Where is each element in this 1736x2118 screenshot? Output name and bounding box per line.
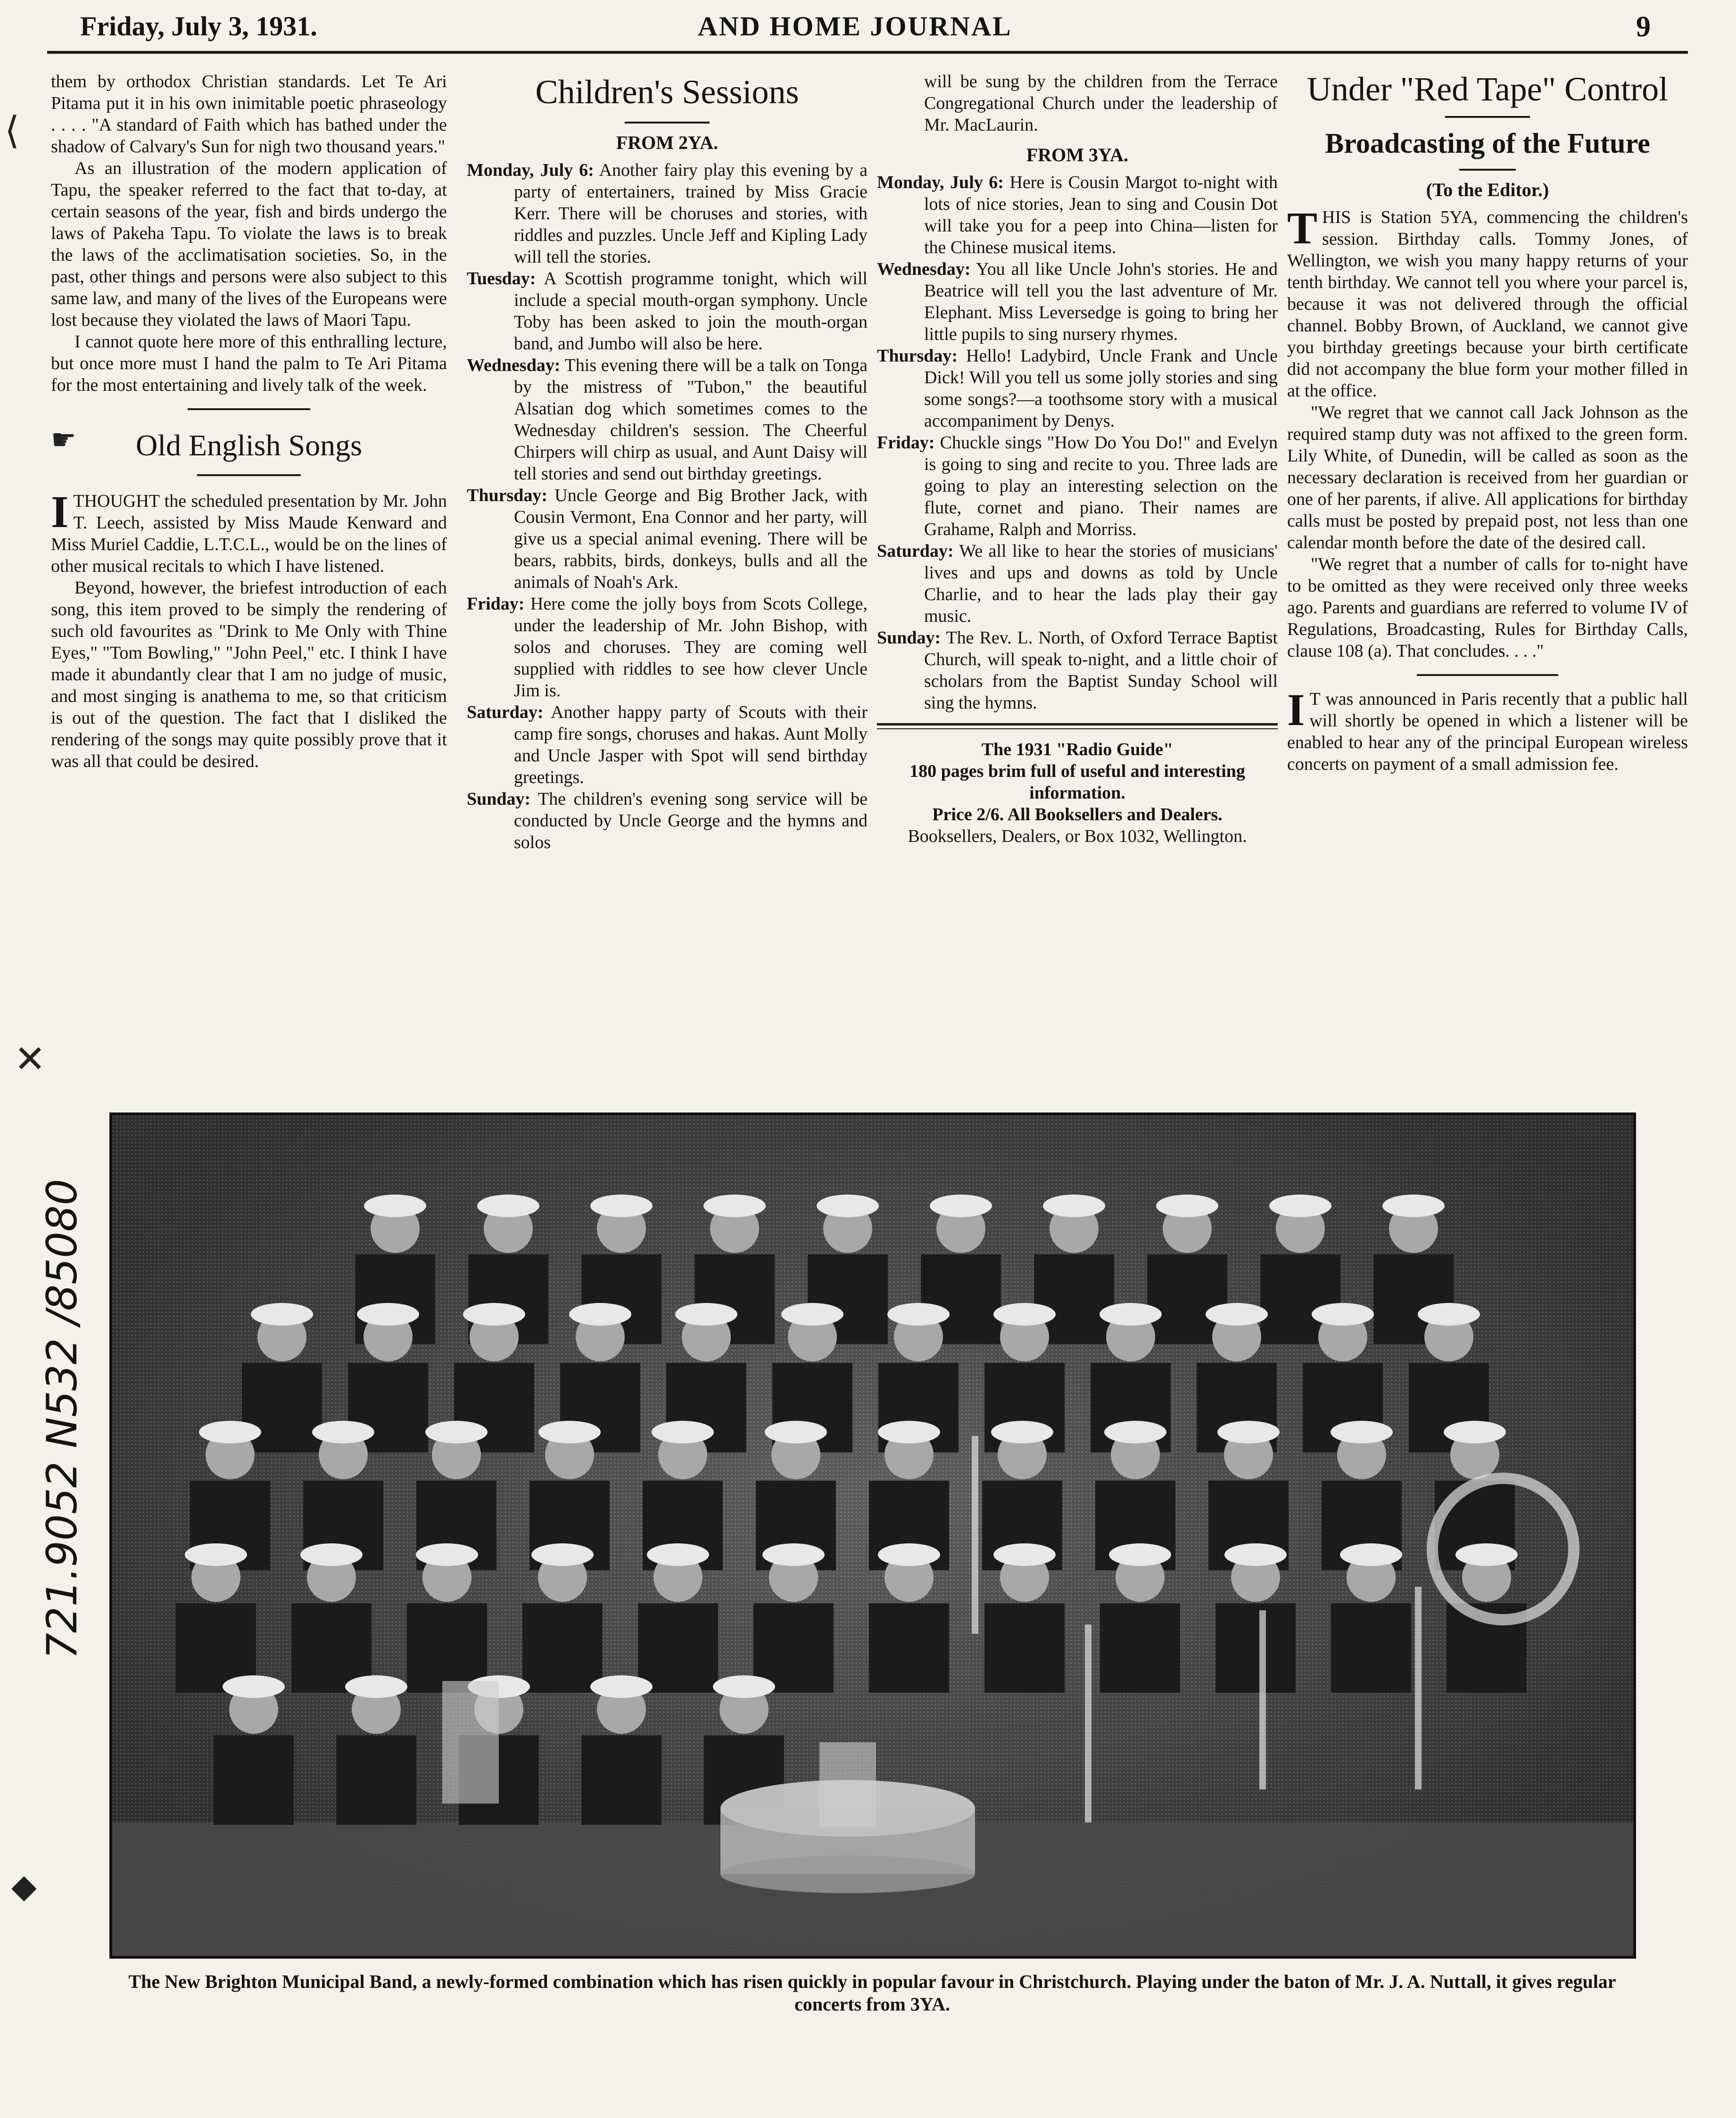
- section-rule: [1417, 674, 1558, 676]
- band-member-cap: [1382, 1195, 1445, 1217]
- band-member-body: [407, 1603, 487, 1693]
- band-member-cap: [1418, 1303, 1480, 1326]
- band-member-cap: [703, 1195, 766, 1217]
- old-english-songs-heading-row: [51, 424, 447, 471]
- entry-3ya-saturday: Saturday: We all like to hear the stories of musicians' lives and ups and downs as told by Uncle Charlie, and to hear the lads play their gay music.: [877, 541, 1278, 626]
- band-photo-illustration: [112, 1115, 1633, 1956]
- col4-paragraph-2: "We regret that we cannot call Jack Johnson as the required stamp duty was not affixed to the green form. Lily White, of Dunedin, will be called as soon as the necessary declaration is received from her guardian or one of her parents, if alive. All applications for birthday calls must be posted by prepaid post, not less than one calendar month before the date of the desired call.: [1287, 403, 1688, 552]
- band-member-cap: [300, 1543, 363, 1566]
- from-2ya-subhead: FROM 2YA.: [616, 132, 719, 153]
- col1-paragraph-1: them by orthodox Christian standards. Let Te Ari Pitama put it in his own inimitable poetic phraseology . . . . "A standard of Faith which has bathed under the shadow of Calvary's Sun for nigh two thousand years.": [51, 72, 447, 157]
- radio-guide-ad-line3: Booksellers, Dealers, or Box 1032, Wellington.: [908, 826, 1247, 846]
- band-member-cap: [357, 1303, 419, 1326]
- band-member-cap: [477, 1195, 539, 1217]
- band-member-cap: [878, 1543, 940, 1566]
- band-member-cap: [878, 1421, 940, 1443]
- header-title: AND HOME JOURNAL: [698, 11, 1012, 41]
- radio-guide-ad-line1: 180 pages brim full of useful and interesting information.: [909, 761, 1245, 803]
- band-member-cap: [1104, 1421, 1166, 1443]
- band-member-cap: [1444, 1421, 1506, 1443]
- radio-guide-ad-title: The 1931 "Radio Guide": [981, 740, 1174, 759]
- entry-3ya-wednesday: Wednesday: You all like Uncle John's stories. He and Beatrice will tell you the last adventure of Mr. Elephant. Miss Leversedge is going to bring her little pupils to sing nursery rhymes.: [877, 259, 1278, 344]
- band-member-cap: [762, 1543, 825, 1566]
- handwritten-reference: 721.9052 N532 /85080: [38, 1178, 86, 1659]
- entry-2ya-tuesday: Tuesday: A Scottish programme tonight, which will include a special mouth-organ symphony. Uncle Toby has been asked to join the mouth-organ band, and Jumbo will also be here.: [467, 269, 868, 354]
- band-member-cap: [569, 1303, 631, 1326]
- section-rule: [1459, 169, 1516, 171]
- band-member-cap: [463, 1303, 525, 1326]
- ad-rule: [877, 723, 1278, 729]
- old-english-songs-headline: Old English Songs: [135, 429, 363, 462]
- band-member-cap: [887, 1303, 950, 1326]
- entry-3ya-sunday: Sunday: The Rev. L. North, of Oxford Terrace Baptist Church, will speak to-night, and a little choir of scholars from the Baptist Sunday School will sing the hymns.: [877, 628, 1278, 713]
- band-member-cap: [1043, 1195, 1105, 1217]
- band-member-cap: [781, 1303, 843, 1326]
- col1-paragraph-3: I cannot quote here more of this enthralling lecture, but once more must I hand the palm to Te Ari Pitama for the most entertaining and lively talk of the week.: [51, 332, 447, 395]
- entry-2ya-sunday: Sunday: The children's evening song service will be conducted by Uncle George and the hymns and solos: [467, 789, 868, 852]
- band-member-cap: [531, 1543, 594, 1566]
- entry-3ya-monday: Monday, July 6: Here is Cousin Margot to-night with lots of nice stories, Jean to sing and Cousin Dot will take you for a peep into China—listen for the Chinese musical items.: [877, 173, 1278, 257]
- band-member-cap: [713, 1675, 775, 1698]
- band-member-cap: [1099, 1303, 1162, 1326]
- band-member-cap: [652, 1421, 714, 1443]
- band-member-cap: [416, 1543, 478, 1566]
- entry-2ya-monday: Monday, July 6: Another fairy play this evening by a party of entertainers, trained by Miss Gracie Kerr. There will be choruses and stories, with riddles and puzzles. Uncle Jeff and Kipling Lady will tell the stories.: [467, 160, 868, 267]
- band-member-cap: [185, 1543, 247, 1566]
- band-member-cap: [223, 1675, 285, 1698]
- band-member-cap: [1312, 1303, 1374, 1326]
- col3-continuation: will be sung by the children from the Terrace Congregational Church under the leadership of Mr. MacLaurin.: [924, 72, 1278, 135]
- band-member-cap: [993, 1303, 1056, 1326]
- band-member-cap: [765, 1421, 827, 1443]
- band-member-cap: [817, 1195, 879, 1217]
- band-member-cap: [1455, 1543, 1518, 1566]
- header-date: Friday, July 3, 1931.: [80, 11, 317, 41]
- band-member-cap: [930, 1195, 992, 1217]
- photo-caption: The New Brighton Municipal Band, a newly-formed combination which has risen quickly in popular favour in Christchurch. Playing under the baton of Mr. J. A. Nuttall, it gives regular concerts from 3YA.: [128, 1971, 1616, 2015]
- band-member-cap: [1217, 1421, 1280, 1443]
- col1-paragraph-4: ITHOUGHT the scheduled presentation by Mr. John T. Leech, assisted by Miss Maude Kenward and Miss Muriel Caddie, L.T.C.L., would be on the lines of other musical recitals to which I have listened.: [51, 486, 447, 576]
- col4-paragraph-4: I T was announced in Paris recently that a public hall will shortly be opened in which a listener will be enabled to hear any of the principal European wireless concerts on payment of a small admission fee.: [1287, 684, 1688, 774]
- col4-paragraph-3: "We regret that a number of calls for to-night have to be omitted as they were received only three weeks ago. Parents and guardians are referred to volume IV of Regulations, Broadcasting, Rules for Birthday Calls, clause 108 (a). That concludes. . . .": [1287, 554, 1688, 661]
- band-member-cap: [1340, 1543, 1402, 1566]
- pointing-hand-icon: ☛: [51, 423, 76, 456]
- band-member-cap: [345, 1675, 407, 1698]
- margin-mark: ⟨: [5, 108, 20, 152]
- childrens-sessions-headline: Children's Sessions: [535, 73, 799, 111]
- section-rule: [625, 122, 710, 124]
- band-member-body: [581, 1735, 661, 1825]
- band-member-cap: [1269, 1195, 1331, 1217]
- band-member-cap: [647, 1543, 709, 1566]
- band-member-body: [522, 1603, 603, 1693]
- margin-arrow-mark: ◆: [11, 1867, 37, 1905]
- band-member-cap: [1331, 1421, 1393, 1443]
- band-member-cap: [675, 1303, 737, 1326]
- band-member-cap: [590, 1675, 653, 1698]
- band-member-cap: [538, 1421, 601, 1443]
- band-member-cap: [590, 1195, 653, 1217]
- section-rule: [197, 474, 301, 476]
- broadcasting-future-subheadline: Broadcasting of the Future: [1325, 128, 1650, 159]
- band-member-cap: [1224, 1543, 1287, 1566]
- entry-2ya-friday: Friday: Here come the jolly boys from Scots College, under the leadership of Mr. John Bishop, with solos and choruses. They are coming well supplied with riddles to see how clever Uncle Jim is.: [467, 594, 868, 701]
- band-member-body: [1331, 1603, 1411, 1693]
- column-3: [877, 71, 1278, 847]
- column-4: [1287, 71, 1688, 775]
- from-3ya-subhead: FROM 3YA.: [1026, 144, 1129, 165]
- band-member-cap: [251, 1303, 313, 1326]
- section-rule: [188, 408, 310, 410]
- col1-paragraph-2: As an illustration of the modern application of Tapu, the speaker referred to the fact that to-day, at certain seasons of the year, fish and birds undergo the laws of Pakeha Tapu. To violate the laws is to break the laws of the acclimatisation societies. So, in the past, other things and persons were also subject to this same law, and many of the lives of the Europeans were lost because they violated the laws of Maori Tapu.: [51, 158, 447, 330]
- red-tape-headline: Under "Red Tape" Control: [1306, 70, 1669, 108]
- band-member-cap: [993, 1543, 1056, 1566]
- band-member-cap: [425, 1421, 488, 1443]
- band-member-cap: [364, 1195, 426, 1217]
- band-member-body: [984, 1603, 1065, 1693]
- band-member-cap: [1109, 1543, 1171, 1566]
- entry-2ya-wednesday: Wednesday: This evening there will be a talk on Tonga by the mistress of "Tubon," the beautiful Alsatian dog which sometimes comes to the Wednesday children's session. The Cheerful Chirpers will chirp as usual, and Aunt Daisy will tell stories and send out birthday greetings.: [467, 355, 868, 484]
- band-member-body: [1100, 1603, 1180, 1693]
- column-2: [467, 71, 868, 853]
- page-number: 9: [1636, 11, 1651, 43]
- band-member-cap: [312, 1421, 374, 1443]
- band-member-cap: [199, 1421, 261, 1443]
- to-the-editor: (To the Editor.): [1426, 179, 1549, 200]
- band-member-cap: [1206, 1303, 1268, 1326]
- band-photograph: [109, 1113, 1636, 1959]
- entry-2ya-thursday: Thursday: Uncle George and Big Brother Jack, with Cousin Vermont, Ena Connor and her party, will give us a special animal evening. There will be bears, rabbits, birds, donkeys, bulls and all the animals of Noah's Ark.: [467, 486, 868, 592]
- entry-2ya-saturday: Saturday: Another happy party of Scouts with their camp fire songs, choruses and hakas. Aunt Molly and Uncle Jasper with Spot will send birthday greetings.: [467, 702, 868, 787]
- band-member-cap: [1156, 1195, 1218, 1217]
- band-member-body: [869, 1603, 949, 1693]
- band-member-body: [1215, 1603, 1296, 1693]
- radio-guide-ad-line2: Price 2/6. All Booksellers and Dealers.: [932, 805, 1223, 824]
- entry-3ya-thursday: Thursday: Hello! Ladybird, Uncle Frank and Uncle Dick! Will you tell us some jolly stories and sing some songs?—a toothsome story with a musical accompaniment by Denys.: [877, 346, 1278, 431]
- band-member-body: [214, 1735, 294, 1825]
- header-rule: [47, 51, 1688, 54]
- dropcap-t: T: [1287, 203, 1318, 253]
- margin-x-mark: ✕: [14, 1037, 46, 1081]
- entry-3ya-friday: Friday: Chuckle sings "How Do You Do!" and Evelyn is going to sing and recite to you. Three lads are going to play an interesting selection on the flute, cornet and piano. Their names are Grahame, Ralph and Morriss.: [877, 433, 1278, 539]
- column-1: [51, 71, 447, 772]
- col4-paragraph-1: THIS is Station 5YA, commencing the children's session. Birthday calls. Tommy Jones, of Wellington, we wish you many happy returns of your tenth birthday. We cannot tell you where your parcel is, because it was not delivered through the official channel. Bobby Brown, of Auckland, we cannot give you birthday greetings because your birth certificate did not accompany the blue form your mother filled in at the office.: [1287, 203, 1688, 401]
- band-member-cap: [991, 1421, 1053, 1443]
- band-member-body: [336, 1735, 416, 1825]
- dropcap-i: I: [1287, 684, 1305, 735]
- band-member-body: [638, 1603, 718, 1693]
- dropcap-i: I: [51, 486, 69, 537]
- section-rule: [1445, 116, 1530, 118]
- col1-paragraph-5: Beyond, however, the briefest introduction of each song, this item proved to be simply the rendering of such old favourites as "Drink to Me Only with Thine Eyes," "Tom Bowling," "John Peel," etc. I think I have made it abundantly clear that I am no judge of music, and most singing is anathema to me, so that criticism is out of the question. The fact that I disliked the rendering of the songs may quite possibly prove that it was all that could be desired.: [51, 578, 447, 771]
